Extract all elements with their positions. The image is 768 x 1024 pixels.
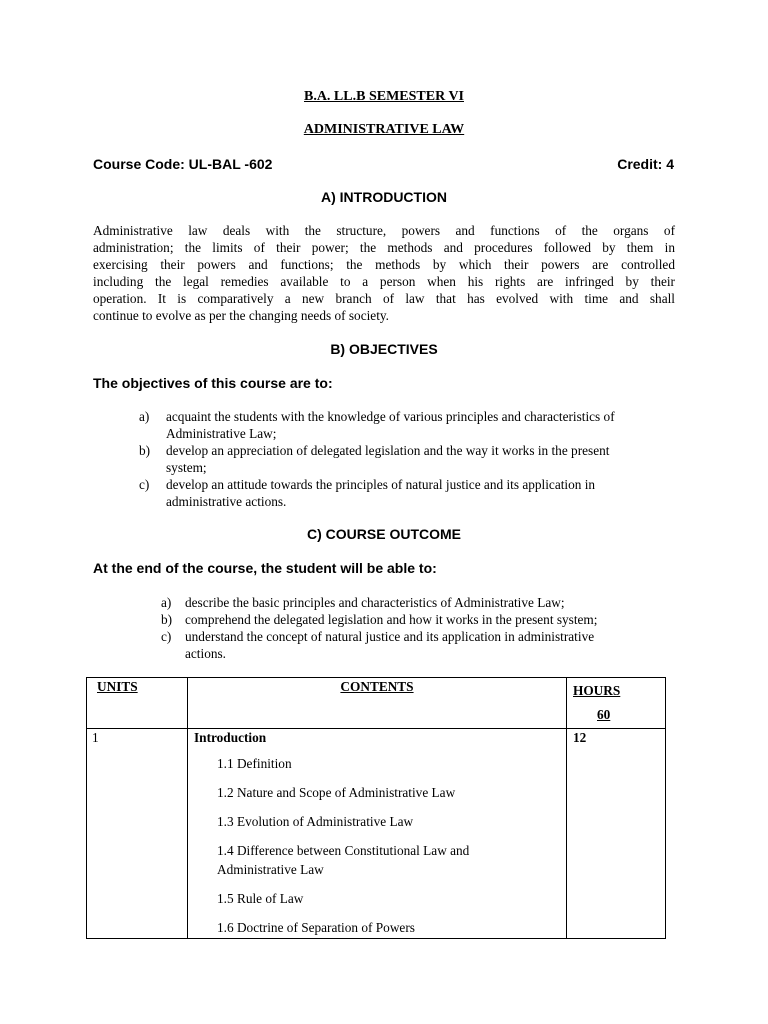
contents-header-cell bbox=[188, 678, 567, 729]
outcome-lead: At the end of the course, the student will be able to: bbox=[93, 560, 437, 576]
list-item bbox=[161, 628, 681, 662]
hours-header-cell bbox=[567, 678, 666, 729]
outcome-heading: C) COURSE OUTCOME bbox=[307, 526, 461, 542]
list-text: comprehend the delegated legislation and how it works in the present system; bbox=[185, 612, 598, 627]
unit-topic: 1.5 Rule of Law bbox=[217, 891, 304, 906]
list-marker: b) bbox=[139, 443, 151, 458]
unit-number: 1 bbox=[92, 730, 99, 745]
intro-line: operation. It is comparatively a new branch of law that has evolved with time and shall bbox=[93, 291, 675, 306]
objectives-heading: B) OBJECTIVES bbox=[330, 341, 438, 357]
units-table bbox=[86, 677, 666, 939]
list-text: acquaint the students with the knowledge of various principles and characteristics of bbox=[166, 409, 615, 424]
unit-title: Introduction bbox=[194, 730, 267, 745]
list-item bbox=[161, 594, 681, 611]
list-text: Administrative Law; bbox=[166, 426, 277, 441]
list-text: understand the concept of natural justice and its application in administrative bbox=[185, 629, 595, 644]
intro-line: Administrative law deals with the structure, powers and functions of the organs of bbox=[93, 223, 675, 238]
objectives-list bbox=[139, 408, 699, 510]
table-row bbox=[87, 729, 666, 939]
unit-hours-cell bbox=[567, 729, 666, 939]
unit-topic: Administrative Law bbox=[217, 862, 324, 877]
units-header: UNITS bbox=[97, 679, 138, 694]
intro-line: including the legal remedies available to a person when his rights are infringed by their bbox=[93, 274, 675, 289]
table-header-row bbox=[87, 678, 666, 729]
contents-header: CONTENTS bbox=[340, 679, 414, 694]
intro-line: continue to evolve as per the changing needs of society. bbox=[93, 308, 390, 323]
course-credit: Credit: 4 bbox=[617, 156, 674, 172]
list-text: actions. bbox=[185, 646, 226, 661]
unit-topic: 1.6 Doctrine of Separation of Powers bbox=[217, 920, 415, 935]
unit-topic: 1.2 Nature and Scope of Administrative Law bbox=[217, 785, 456, 800]
objectives-lead: The objectives of this course are to: bbox=[93, 375, 333, 391]
intro-line: exercising their powers and functions; the methods by which their powers are controlled bbox=[93, 257, 675, 272]
list-item bbox=[139, 408, 699, 442]
list-marker: b) bbox=[161, 612, 173, 627]
subject-title: ADMINISTRATIVE LAW bbox=[303, 122, 465, 137]
course-code: Course Code: UL-BAL -602 bbox=[93, 156, 273, 172]
program-title: B.A. LL.B SEMESTER VI bbox=[303, 89, 464, 104]
unit-hours: 12 bbox=[573, 730, 587, 745]
total-hours: 60 bbox=[597, 707, 611, 722]
list-item bbox=[139, 442, 699, 476]
unit-topic: 1.3 Evolution of Administrative Law bbox=[217, 814, 414, 829]
list-item bbox=[139, 476, 699, 510]
unit-number-cell bbox=[87, 729, 188, 939]
list-marker: c) bbox=[139, 477, 150, 492]
list-marker: a) bbox=[139, 409, 150, 424]
units-header-cell bbox=[87, 678, 188, 729]
list-text: develop an appreciation of delegated legislation and the way it works in the present bbox=[166, 443, 610, 458]
list-text: administrative actions. bbox=[166, 494, 287, 509]
list-text: system; bbox=[166, 460, 207, 475]
intro-line: administration; the limits of their power; the methods and procedures followed by them in bbox=[93, 240, 675, 255]
hours-header: HOURS bbox=[573, 683, 621, 698]
list-item bbox=[161, 611, 681, 628]
introduction-heading: A) INTRODUCTION bbox=[321, 189, 447, 205]
unit-topic: 1.4 Difference between Constitutional Law and bbox=[217, 843, 470, 858]
introduction-paragraph bbox=[93, 222, 675, 324]
list-text: describe the basic principles and characteristics of Administrative Law; bbox=[185, 595, 565, 610]
unit-topic: 1.1 Definition bbox=[217, 756, 292, 771]
list-marker: a) bbox=[161, 595, 172, 610]
list-text: develop an attitude towards the principles of natural justice and its application in bbox=[166, 477, 596, 492]
outcome-list bbox=[161, 594, 681, 662]
unit-contents-cell bbox=[188, 729, 567, 939]
list-marker: c) bbox=[161, 629, 172, 644]
